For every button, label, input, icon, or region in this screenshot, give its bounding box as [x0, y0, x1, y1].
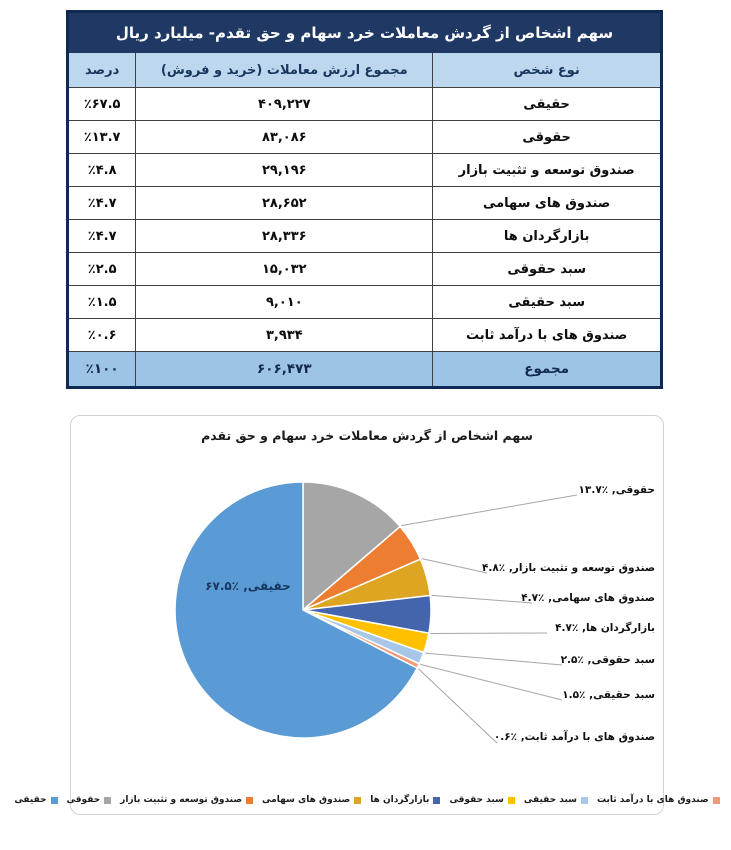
pie-chart-card — [14, 415, 709, 815]
legend-label: صندوق های سهامی — [262, 795, 351, 805]
legend-item-بازارگردان ها — [370, 795, 440, 805]
table-row — [68, 187, 662, 220]
cell-percent: ٪۴.۸ — [68, 154, 136, 187]
table-row — [68, 220, 662, 253]
chart-legend — [14, 795, 709, 805]
cell-type: صندوق های با درآمد ثابت — [433, 319, 662, 352]
leader-line-بازارگردان ها — [430, 633, 547, 634]
total-percent: ٪۱۰۰ — [68, 352, 136, 388]
legend-swatch — [246, 797, 253, 804]
table-row — [68, 154, 662, 187]
legend-label: سبد حقوقی — [449, 795, 504, 805]
legend-swatch — [713, 797, 720, 804]
legend-item-سبد حقوقی — [449, 795, 514, 805]
cell-type: سبد حقیقی — [433, 286, 662, 319]
cell-percent: ٪۴.۷ — [68, 220, 136, 253]
legend-label: صندوق توسعه و تثبیت بازار — [120, 795, 243, 805]
total-value: ۶۰۶,۴۷۳ — [136, 352, 433, 388]
legend-swatch — [581, 797, 588, 804]
cell-percent: ٪۲.۵ — [68, 253, 136, 286]
cell-value: ۴۰۹,۲۲۷ — [136, 88, 433, 121]
cell-value: ۲۸,۶۵۲ — [136, 187, 433, 220]
table-total-row — [68, 352, 662, 388]
pie-label-صندوق های سهامی: صندوق های سهامی, ٪۴.۷ — [521, 592, 655, 604]
leader-line-صندوق توسعه و تثبیت بازار — [422, 559, 487, 573]
cell-percent: ٪۱.۵ — [68, 286, 136, 319]
cell-value: ۸۳,۰۸۶ — [136, 121, 433, 154]
cell-type: صندوق های سهامی — [433, 187, 662, 220]
leader-line-صندوق های سهامی — [432, 595, 532, 603]
legend-swatch — [354, 797, 361, 804]
legend-item-صندوق توسعه و تثبیت بازار — [120, 795, 253, 805]
column-header-person-type: نوع شخص — [433, 53, 662, 88]
leader-line-سبد حقوقی — [425, 653, 562, 665]
table-row — [68, 319, 662, 352]
leader-line-صندوق های با درآمد ثابت — [418, 669, 497, 743]
cell-type: صندوق توسعه و تثبیت بازار — [433, 154, 662, 187]
legend-label: بازارگردان ها — [370, 795, 430, 805]
legend-label: حقیقی — [14, 795, 47, 805]
pie-label-سبد حقوقی: سبد حقوقی, ٪۲.۵ — [560, 654, 655, 666]
cell-type: سبد حقوقی — [433, 253, 662, 286]
legend-label: سبد حقیقی — [523, 795, 577, 805]
pie-label-صندوق های با درآمد ثابت: صندوق های با درآمد ثابت, ٪۰.۶ — [493, 731, 655, 743]
cell-type: حقوقی — [433, 121, 662, 154]
legend-swatch — [433, 797, 440, 804]
legend-swatch — [104, 797, 111, 804]
chart-title: سهم اشخاص از گردش معاملات خرد سهام و حق تقدم — [201, 428, 533, 443]
table-row — [68, 121, 662, 154]
leader-line-حقوقی — [401, 495, 577, 526]
legend-item-حقیقی — [14, 795, 57, 805]
cell-value: ۹,۰۱۰ — [136, 286, 433, 319]
legend-item-حقوقی — [67, 795, 112, 805]
cell-percent: ٪۰.۶ — [68, 319, 136, 352]
cell-percent: ٪۶۷.۵ — [68, 88, 136, 121]
pie-label-صندوق توسعه و تثبیت بازار: صندوق توسعه و تثبیت بازار, ٪۴.۸ — [481, 562, 655, 574]
legend-item-صندوق های سهامی — [262, 795, 361, 805]
table-row — [68, 286, 662, 319]
table-header-row — [68, 53, 662, 88]
legend-label: صندوق های با درآمد ثابت — [596, 795, 709, 805]
column-header-percent: درصد — [68, 53, 136, 88]
table-body — [68, 88, 662, 352]
legend-label: حقوقی — [66, 795, 101, 805]
column-header-total-value: مجموع ارزش معاملات (خرید و فروش) — [136, 53, 433, 88]
cell-value: ۳,۹۳۴ — [136, 319, 433, 352]
total-label: مجموع — [433, 352, 662, 388]
pie-label-حقوقی: حقوقی, ٪۱۳.۷ — [578, 484, 655, 496]
cell-value: ۲۹,۱۹۶ — [136, 154, 433, 187]
pie-label-بازارگردان ها: بازارگردان ها, ٪۴.۷ — [555, 622, 655, 634]
table-title: سهم اشخاص از گردش معاملات خرد سهام و حق تقدم- میلیارد ریال — [68, 12, 662, 53]
table-row — [68, 88, 662, 121]
table-row — [68, 253, 662, 286]
turnover-table-container — [66, 10, 663, 389]
legend-swatch — [508, 797, 515, 804]
cell-value: ۲۸,۳۳۶ — [136, 220, 433, 253]
legend-item-صندوق های با درآمد ثابت — [597, 795, 720, 805]
turnover-table — [66, 10, 663, 389]
cell-value: ۱۵,۰۳۲ — [136, 253, 433, 286]
pie-label-inside: حقیقی, ٪۶۷.۵ — [205, 579, 291, 593]
cell-percent: ٪۱۳.۷ — [68, 121, 136, 154]
table-title-row — [68, 12, 662, 53]
cell-type: بازارگردان ها — [433, 220, 662, 253]
pie-chart-svg — [71, 416, 663, 814]
cell-percent: ٪۴.۷ — [68, 187, 136, 220]
legend-swatch — [51, 797, 58, 804]
pie-label-سبد حقیقی: سبد حقیقی, ٪۱.۵ — [562, 689, 655, 701]
leader-line-سبد حقیقی — [421, 664, 563, 700]
legend-item-سبد حقیقی — [524, 795, 588, 805]
cell-type: حقیقی — [433, 88, 662, 121]
